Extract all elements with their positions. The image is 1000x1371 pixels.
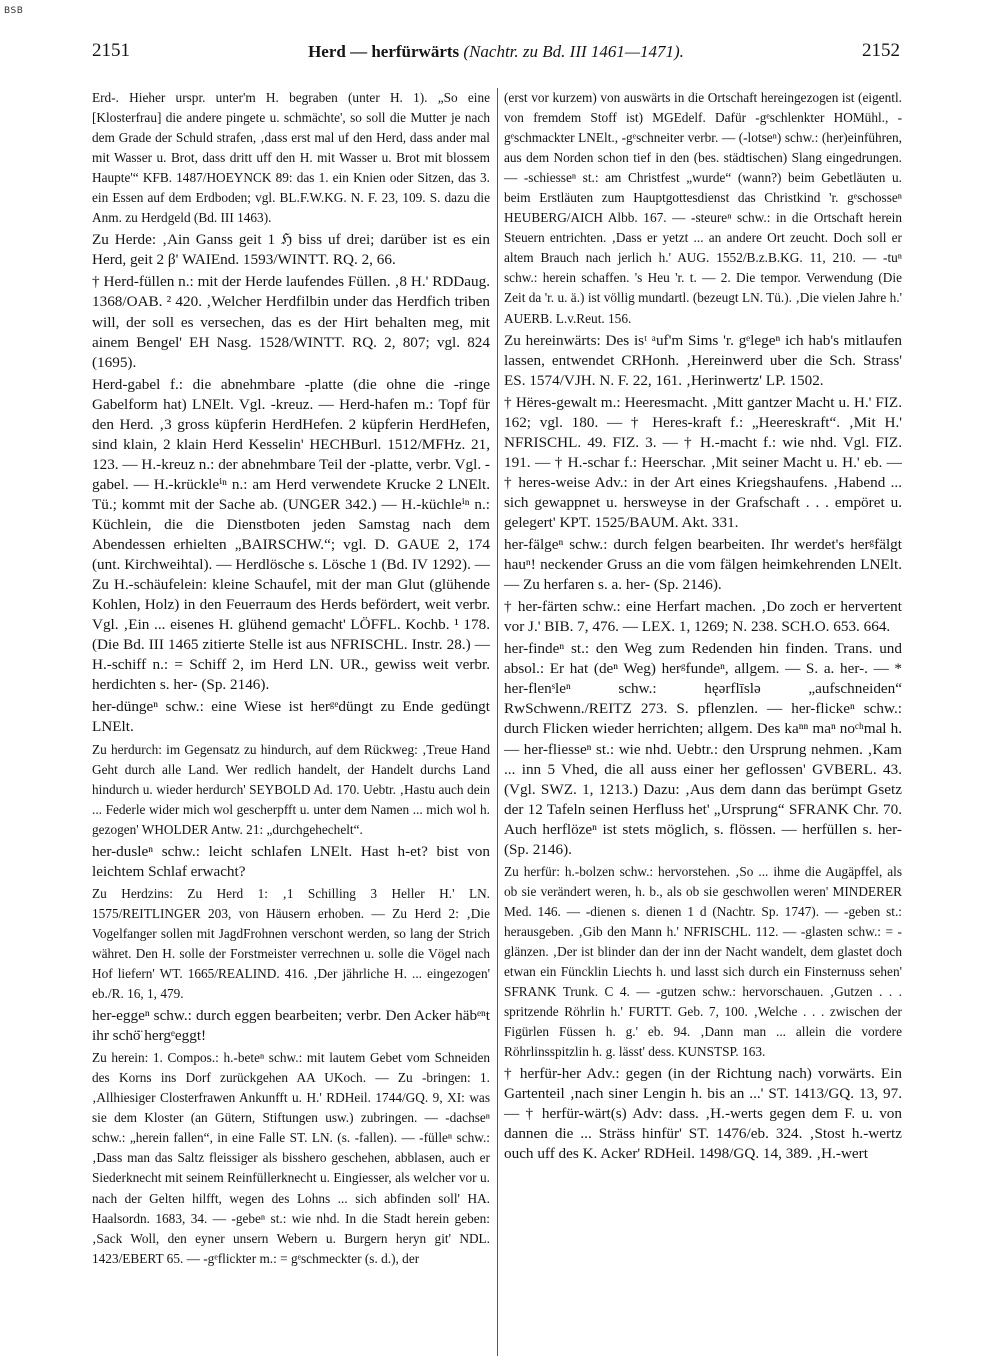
dictionary-entry: her-findeⁿ st.: den Weg zum Redenden hin finden. Trans. und absol.: Er hat (deⁿ Weg) herᵍfundeⁿ, allgem. — S. a. her-. — * her-flenˢleⁿ schw.: hęərflīslə „aufschneiden“ RwSchwenn./REITZ 273. S. pflenzlen. — her-flickeⁿ schw.: durch Flicken wieder herrichten; allgem. Des kaⁿⁿ maⁿ noᶜʰmal h. — her-fliesseⁿ st.: wie nhd. Uebtr.: den Ursprung nehmen. ‚Kam ... inn 5 Vhed, die all auss einer her geflossen' GVBERL. 43. (Vgl. SWZ. 1, 1213.) Dazu: ‚Aus dem dann das berümpt Gsetz der 12 Tafeln seinen Herfluss het' „Ursprung“ SFRANK Chr. 70. Auch herflözeⁿ ist stets möglich, s. flössen. — herfüllen s. her- (Sp. 2146). <box>504 640 902 858</box>
dictionary-entry: Zu herdurch: im Gegensatz zu hindurch, auf dem Rückweg: ‚Treue Hand Geht durch alle Land. Wer redlich handelt, der Handelt durchs Land hindurch u. wieder herdurch' SEYBOLD Ad. 170. Uebtr. ‚Hastu auch dein ... Federle wider mich wol gescherpfft u. unter dem Namen ... mich wol h. gezogen' WHOLDER Antw. 21: „durchgehechelt“. <box>92 741 490 837</box>
dictionary-entry: † Hëres-gewalt m.: Heeresmacht. ‚Mitt gantzer Macht u. H.' FIZ. 162; vgl. 180. — † Heres-kraft f.: „Heereskraft“. ‚Mit H.' NFRISCHL. 49. FIZ. 3. — † H.-macht f.: wie nhd. Vgl. FIZ. 191. — † H.-schar f.: Heerschar. ‚Mit seiner Macht u. H.' eb. — † heres-weise Adv.: in der Art eines Kriegshaufens. ‚Habend ... sich gewappnet u. hersweyse in der Grafschaft . . . empöret u. gelegert' KPT. 1525/BAUM. Akt. 331. <box>504 393 902 531</box>
column-divider <box>497 88 498 1356</box>
dictionary-entry: Zu hereinwärts: Des isᵗ ᵃuf'm Sims 'r. gᵉlegeⁿ ich hab's mitlaufen lassen, entwendet CRHonh. ‚Hereinwerd uber die Sch. Strass' ES. 1574/VJH. N. F. 22, 161. ‚Herinwertz' LP. 1502. <box>504 331 902 389</box>
dictionary-entry: † herfür-her Adv.: gegen (in der Richtung nach) vorwärts. Ein Gartenteil ‚nach siner Lengin h. bis an ...' ST. 1413/GQ. 13, 97. — † herfür-wärt(s) Adv: dass. ‚H.-werts gegen dem F. u. von dannen die ... Sträss hinfür' ST. 1476/eb. 324. ‚Stost h.-wertz ouch uff des K. Acker' RDHeil. 1498/GQ. 14, 389. ‚H.-wert <box>504 1065 902 1163</box>
dictionary-entry: Zu herein: 1. Compos.: h.-beteⁿ schw.: mit lautem Gebet vom Schneiden des Korns ins Dorf zurückgehen AA UKoch. — Zu -bringen: 1. ‚Allhiesiger Closterfrawen Ankunfft u. H.' RDHeil. 1744/GQ. 9, XI: was sie dem Kloster (an Gütern, Stiftungen usw.) zubringen. — -dachseⁿ schw.: „herein fallen“, in eine Falle ST. LN. (s. -fallen). — -fülleⁿ schw.: ‚Dass man das Saltz fleissiger als bisshero geschehen, abblasen, auch er Siederknecht mit seinem Reinfüllerknecht u. Eingiesser, als welcher vor u. nach der Gelten hilfft, wegen des Lohns ... sich abfinden soll' HA. Haalsordn. 1683, 34. — -gebeⁿ st.: wie nhd. In die Stadt herein geben: ‚Sack Woll, den eyner unsern Webern u. Burgern heryn git' NDL. 1423/EBERT 65. — -gᵉflickter m.: = gᵉschmeckter (s. d.), der <box>92 1050 490 1266</box>
dictionary-entry: her-dusleⁿ schw.: leicht schlafen LNElt. Hast h-et? bist von leichtem Schlaf erwacht? <box>92 842 490 880</box>
library-stamp: BSB <box>4 6 24 16</box>
page-number-right: 2152 <box>862 40 900 61</box>
dictionary-entry: † her-färten schw.: eine Herfart machen. ‚Do zoch er hervertent vor J.' BIB. 7, 476. — LEX. 1, 1269; N. 238. SCH.O. 653. 664. <box>504 598 902 636</box>
right-column <box>504 88 902 1164</box>
dictionary-entry: her-düngeⁿ schw.: eine Wiese ist herᵍᵉdüngt zu Ende gedüngt LNElt. <box>92 698 490 736</box>
running-title <box>92 42 900 62</box>
dictionary-entry: Erd-. Hieher urspr. unter'm H. begraben (unter H. 1). „So eine [Klosterfrau] die andere pingete u. schmächte', so soll die Mutter je nach dem Grade der Schuld strafen, ‚dass erst mal uf den Herd, dass ander mal mit Wasser u. Brot, dass dritt uff den H. mit Wasser u. Brot mit blossem Haupte'“ KFB. 1487/HOEYNCK 89: das 1. ein Knien oder Sitzen, das 3. ein Essen auf dem Erdboden; vgl. BL.F.W.KG. N. F. 23, 109. S. dazu die Anm. zu Herdgeld (Bd. III 1463). <box>92 90 490 226</box>
running-header <box>92 40 900 70</box>
headword-range: Herd — herfürwärts <box>308 42 460 61</box>
dictionary-entry: Zu herfür: h.-bolzen schw.: hervorstehen. ‚So ... ihme die Augäpffel, als ob sie verändert weren, h. b., als ob sie geschwollen weren' MINDERER Med. 146. — -dienen s. dienen 1 d (Nachtr. Sp. 1747). — -geben st.: herausgeben. ‚Gib den Mann h.' NFRISCHL. 112. — -glasten schw.: = -glänzen. ‚Der ist blinder dan der inn der Nacht wandelt, dem glastet doch etwan ein Füncklin Liechts h. und lasst sich durch ein Finsternuss sehen' SFRANK Trunk. C 4. — -gutzen schw.: hervorschauen. ‚Gutzen . . . spritzende Röhrlin h.' FURTT. Geb. 7, 100. ‚Welche . . . zwischen der Figürlen Füssen h. g.' eb. 94. ‚Dann man ... allein die vordere Röhrlinsspitzlin h. g. lässt' dess. KUNSTSP. 163. <box>504 863 902 1060</box>
dictionary-entry: her-eggeⁿ schw.: durch eggen bearbeiten; verbr. Den Acker häbᵉⁿt ihr schö̈ hergᵉeggt! <box>92 1007 490 1045</box>
dictionary-entry: Herd-gabel f.: die abnehmbare -platte (die ohne die -ringe Gabelform hat) LNElt. Vgl. -kreuz. — Herd-hafen m.: Topf für den Herd. ‚3 gross küpferin HerdHefen. 2 küpferin HerdHefen, sind klain, 2 klain Herd Kesselin' HECHBurl. 1512/MFHz. 21, 123. — H.-kreuz n.: der abnehmbare Teil der -platte, verbr. Vgl. -gabel. — H.-krückleⁱⁿ n.: am Herd verwendete Krucke 2 LNElt. Tü.; kommt mit der Sache ab. (UNGER 342.) — H.-küchleⁱⁿ n.: Küchlein, die die Dienstboten jeden Samstag nach dem Abendessen erhielten „BAIRSCHW.“; vgl. D. GAUE 2, 174 (unt. Kirchweihtal). — Herdlösche s. Lösche 1 (Bd. IV 1292). — Zu H.-schäufelein: kleine Schaufel, mit der man Glut (glühende Kohlen, Holz) in den Feuerraum des Herds befördert, weit verbr. Vgl. ‚Ein ... eisenes H. glühend gemacht' LÖFFL. Kochb. ¹ 178. (Die Bd. III 1465 zitierte Stelle ist aus NFRISCHL. Instr. 28.) — H.-schiff n.: = Schiff 2, im Herd LN. UR., gewiss weit verbr. herdichten s. her- (Sp. 2146). <box>92 375 490 694</box>
page-number-left: 2151 <box>92 40 130 61</box>
dictionary-entry: Zu Herde: ‚Ain Ganss geit 1 ℌ biss uf drei; darüber ist es ein Herd, geit 2 β' WAIEnd. 1593/WINTT. RQ. 2, 66. <box>92 231 490 269</box>
left-column <box>92 88 490 1269</box>
supplement-reference: (Nachtr. zu Bd. III 1461—1471). <box>463 42 684 61</box>
dictionary-entry: † Herd-füllen n.: mit der Herde laufendes Füllen. ‚8 H.' RDDaug. 1368/OAB. ² 420. ‚Welcher Herdfilbin under das Herdfich triben will, der soll es versechen, das es der Hirt behalten meg, mit ainem Bengel' EH Nasg. 1528/WINTT. RQ. 2, 807; vgl. 824 (1695). <box>92 273 490 371</box>
dictionary-entry: (erst vor kurzem) von auswärts in die Ortschaft hereingezogen ist (eigentl. von fremdem Stoff ist) MGEdelf. Dafür -gᵉschlenkter HOMühl., -gᵉschmackter LNElt., -gᵉschneiter verbr. — (-lotseⁿ) schw.: (her)einführen, aus dem Norden schon tief in den (bes. städtischen) Slang eingedrungen. — -schiesseⁿ st.: am Christfest „wurde“ (wann?) beim Gebetläuten u. beim Erstläuten zum Hauptgottesdienst das Christkind 'r. gᵉschosseⁿ HEUBERG/AICH Albb. 167. — -steureⁿ schw.: in die Ortschaft herein Steuern entrichten. ‚Dass er yetzt ... an andere Ort zeucht. Doch soll er altem Brauch nach jerlich h.' AUG. 1552/B.z.B.KG. 11, 210. — -tuⁿ schw.: herein schaffen. 's Heu 'r. t. — 2. Die tempor. Verwendung (Die Zeit da 'r. u. ä.) ist völlig mundartl. (bezeugt LN. Tü.). ‚Die vielen Jahre h.' AUERB. L.v.Reut. 156. <box>504 90 902 326</box>
dictionary-entry: her-fälgeⁿ schw.: durch felgen bearbeiten. Ihr werdet's herᵍfälgt hauⁿ! neckender Gruss an die vom fälgen heimkehrenden LNElt. — Zu herfaren s. a. her- (Sp. 2146). <box>504 536 902 594</box>
dictionary-entry: Zu Herdzins: Zu Herd 1: ‚1 Schilling 3 Heller H.' LN. 1575/REITLINGER 203, von Häusern erhoben. — Zu Herd 2: ‚Die Vogelfanger sollen mit JagdFrohnen verschont werden, so lang der Strich währet. Den H. solle der Forstmeister verrechnen u. solle die Vögel nach Hof liefern' WT. 1665/REALIND. 416. ‚Der jährliche H. ... eingezogen' eb./R. 16, 1, 479. <box>92 885 490 1002</box>
